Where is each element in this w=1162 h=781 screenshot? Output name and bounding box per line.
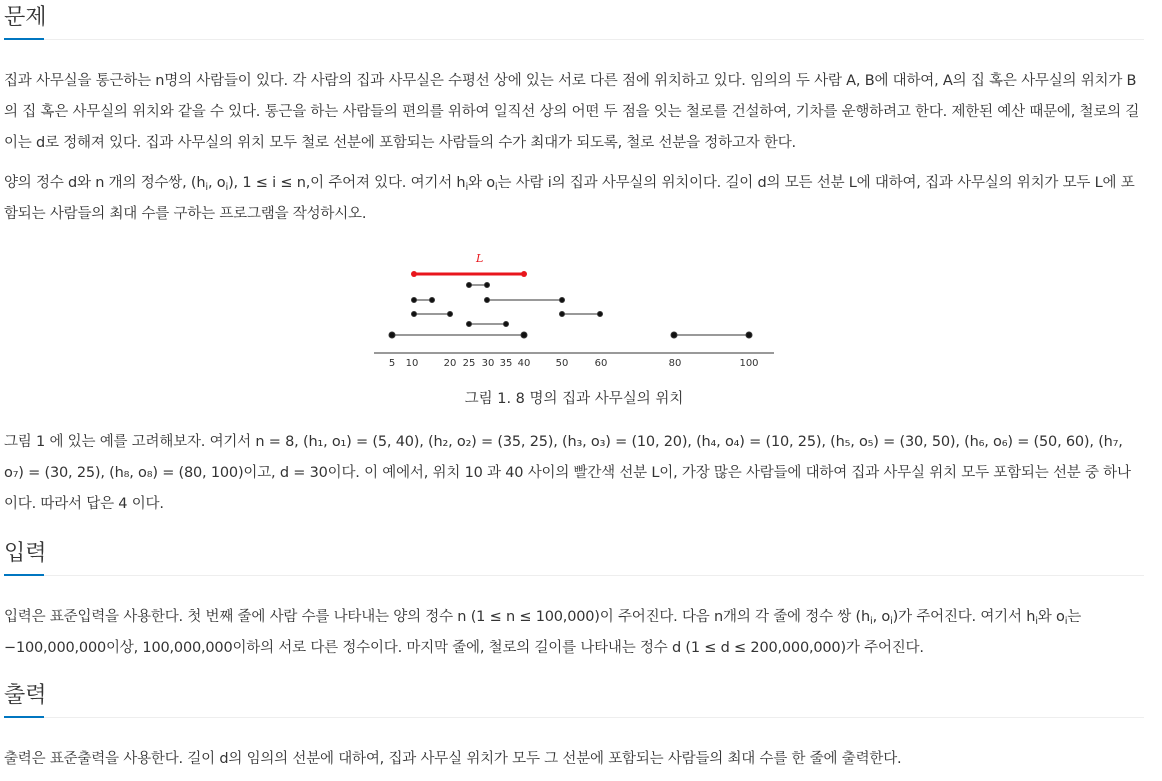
problem-paragraph-1: 집과 사무실을 통근하는 n명의 사람들이 있다. 각 사람의 집과 사무실은 수평선 상에 있는 서로 다른 점에 위치하고 있다. 임의의 두 사람 A, B에 대하여, A의 집 혹은 사무실의 위치가 B의 집 혹은 사무실의 위치와 같을 수 있다. 통근을 하는 사람들의 편의를 위하여 일직선 상의 어떤 두 점을 잇는 철로를 건설하여, 기차를 운행하려고 한다. 제한된 예산 때문에, 철로의 길이는 d로 정해져 있다. 집과 사무실의 위치 모두 철로 선분에 포함되는 사람들의 수가 최대가 되도록, 철로 선분을 정하고자 한다. [4,73,1140,151]
subscript: i [494,182,498,193]
endpoint [560,298,565,303]
input-section-header [4,536,1144,576]
endpoint [467,283,472,288]
endpoint [560,312,565,317]
endpoint [412,312,417,317]
endpoint [430,298,435,303]
text-fragment: 양의 정수 d와 n 개의 정수쌍, (h [4,175,206,191]
text-fragment: ), 1 ≤ i ≤ n,이 주어져 있다. 여기서 h [228,175,466,191]
text-fragment: , o [207,175,226,191]
tick-label: 20 [443,358,457,369]
subscript: i [1035,616,1038,627]
tick-label: 100 [739,358,759,369]
text-fragment: 와 o [1037,609,1065,625]
segment-L-start [411,271,417,277]
heading-underline [4,38,44,40]
text-fragment: 입력은 표준입력을 사용한다. 첫 번째 줄에 사람 수를 나타내는 양의 정수 n (1 ≤ n ≤ 100,000)이 주어진다. 다음 n개의 각 줄에 정수 쌍 (h [4,609,870,625]
output-paragraph: 출력은 표준출력을 사용한다. 길이 d의 임의의 선분에 대하여, 집과 사무실 위치가 모두 그 선분에 포함되는 사람들의 최대 수를 한 줄에 출력한다. [4,751,902,767]
tick-label: 40 [517,358,531,369]
heading-underline [4,716,44,718]
subscript: i [205,182,208,193]
problem-paragraph-2 [4,168,1144,230]
heading-underline [4,574,44,576]
subscript: i [1064,616,1068,627]
tick-label: 80 [668,358,682,369]
endpoint [598,312,603,317]
input-heading: 입력 [4,541,47,566]
segment-diagram [364,248,784,373]
endpoint [671,332,677,338]
endpoint [389,332,395,338]
segment-L-end [521,271,527,277]
tick-label: 50 [555,358,569,369]
endpoint [485,283,490,288]
endpoint [746,332,752,338]
output-heading: 출력 [4,683,47,708]
text-fragment: 와 o [468,175,495,191]
endpoint [521,332,527,338]
input-paragraph [4,602,1144,664]
tick-label: 30 [481,358,495,369]
segment-L-label: L [476,252,484,265]
tick-label: 10 [405,358,419,369]
figure-1 [4,248,1144,409]
problem-paragraph-3: 그림 1 에 있는 예를 고려해보자. 여기서 n = 8, (h₁, o₁) = (5, 40), (h₂, o₂) = (35, 25), (h₃, o₃) = (10, 20), (h₄, o₄) = (10, 25), (h₅, o₅) = (30, 50), (h₆, o₆) = (50, 60), (h₇, o₇) = (30, 25), (h₈, o₈) = (80, 100)이고, d = 30이다. 이 예에서, 위치 10 과 40 사이의 빨간색 선분 L이, 가장 많은 사람들에 대하여 집과 사무실 위치 모두 포함되는 선분 중 하나이다. 따라서 답은 4 이다. [4,434,1131,512]
subscript: i [225,182,229,193]
subscript: i [890,616,893,627]
endpoint [504,322,509,327]
text-fragment: 는 −100,000,000이상, 100,000,000이하의 서로 다른 정수이다. 마지막 줄에, 철로의 길이를 나타내는 정수 d (1 ≤ d ≤ 200,000,000)가 주어진다. [4,609,1082,656]
endpoint [448,312,453,317]
subscript: i [869,616,873,627]
problem-section-header [4,0,1144,40]
endpoint [485,298,490,303]
tick-label: 60 [594,358,608,369]
endpoint [467,322,472,327]
output-section-header [4,678,1144,718]
text-fragment: )가 주어진다. 여기서 h [892,609,1036,625]
subscript: i [465,182,469,193]
text-fragment: 는 사람 i의 집과 사무실의 위치이다. 길이 d의 모든 선분 L에 대하여, 집과 사무실의 위치가 모두 L에 포함되는 사람들의 최대 수를 구하는 프로그램을 작성하시오. [4,175,1135,222]
endpoint [412,298,417,303]
tick-label: 5 [388,358,396,369]
tick-label: 35 [499,358,513,369]
text-fragment: , o [872,609,891,625]
figure-caption: 그림 1. 8 명의 집과 사무실의 위치 [464,391,684,407]
problem-heading: 문제 [4,5,47,30]
tick-label: 25 [462,358,476,369]
